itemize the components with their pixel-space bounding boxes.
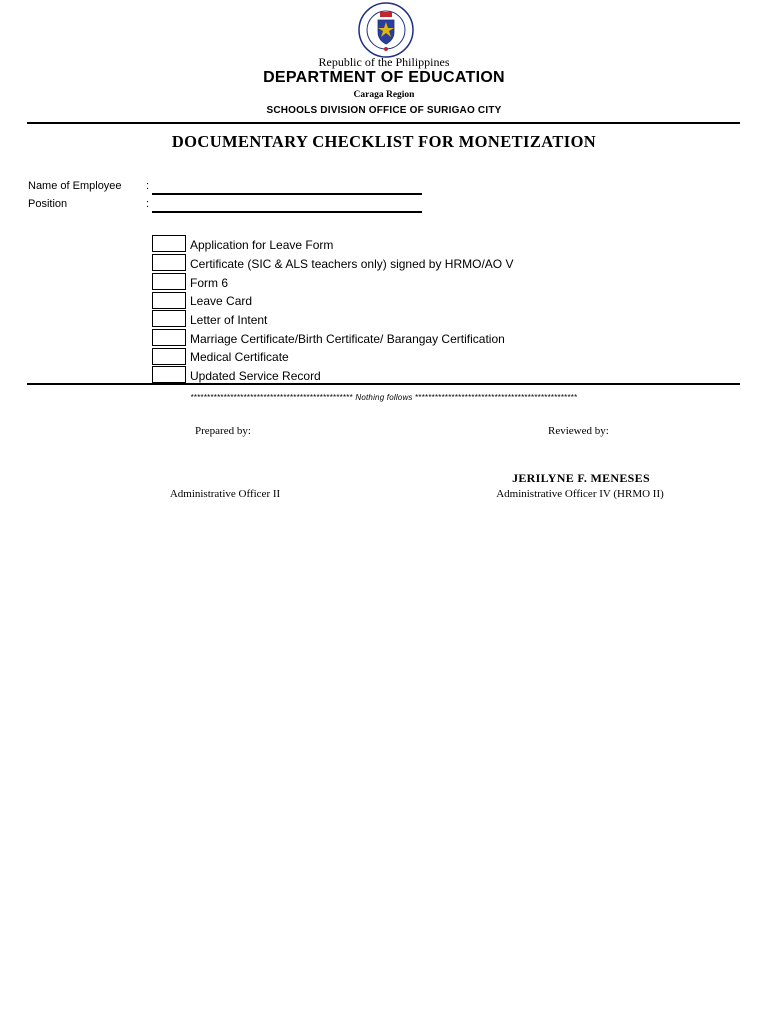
nothing-follows-note xyxy=(0,393,768,402)
checklist-divider xyxy=(27,383,740,385)
checklist-item-application-leave-form: Application for Leave Form xyxy=(190,238,334,252)
checklist-item-leave-card: Leave Card xyxy=(190,294,253,308)
checklist-item-updated-service-record: Updated Service Record xyxy=(190,369,321,383)
employee-name-colon: : xyxy=(146,180,150,192)
employee-name-field[interactable] xyxy=(152,193,422,195)
nothing-follows-text: Nothing follows xyxy=(355,393,413,402)
header-divider xyxy=(27,122,740,124)
checkbox-marriage-birth-barangay[interactable] xyxy=(152,329,186,346)
position-field[interactable] xyxy=(152,211,422,213)
prepared-by-label: Prepared by: xyxy=(195,425,251,437)
reviewed-by-label: Reviewed by: xyxy=(548,425,609,437)
stars-left: ************************************************* xyxy=(190,393,353,402)
deped-seal-logo xyxy=(358,2,414,58)
checklist-item-form-6: Form 6 xyxy=(190,276,229,290)
checkbox-certificate[interactable] xyxy=(152,254,186,271)
reviewer-name: JERILYNE F. MENESES xyxy=(512,471,650,485)
division-office-text: SCHOOLS DIVISION OFFICE OF SURIGAO CITY xyxy=(266,105,502,116)
checkbox-application-leave-form[interactable] xyxy=(152,235,186,252)
employee-name-label: Name of Employee xyxy=(28,180,122,192)
preparer-position: Administrative Officer II xyxy=(169,488,281,500)
checkbox-leave-card[interactable] xyxy=(152,292,186,309)
department-name: DEPARTMENT OF EDUCATION xyxy=(263,69,505,86)
reviewer-position: Administrative Officer IV (HRMO II) xyxy=(496,488,664,500)
checklist-item-letter-of-intent: Letter of Intent xyxy=(190,313,268,327)
republic-text: Republic of the Philippines xyxy=(318,55,450,69)
page-title: DOCUMENTARY CHECKLIST FOR MONETIZATION xyxy=(171,132,597,151)
position-label: Position xyxy=(28,198,68,210)
checklist-item-marriage-birth-barangay: Marriage Certificate/Birth Certificate/ Barangay Certification xyxy=(190,332,505,346)
checkbox-form-6[interactable] xyxy=(152,273,186,290)
position-colon: : xyxy=(146,198,150,210)
checkbox-updated-service-record[interactable] xyxy=(152,366,186,383)
checkbox-medical-certificate[interactable] xyxy=(152,348,186,365)
checkbox-letter-of-intent[interactable] xyxy=(152,310,186,327)
checklist-item-medical-certificate: Medical Certificate xyxy=(190,350,289,364)
stars-right: ************************************************* xyxy=(415,393,578,402)
checklist-item-certificate: Certificate (SIC & ALS teachers only) signed by HRMO/AO V xyxy=(190,257,514,271)
region-text: Caraga Region xyxy=(353,90,415,100)
